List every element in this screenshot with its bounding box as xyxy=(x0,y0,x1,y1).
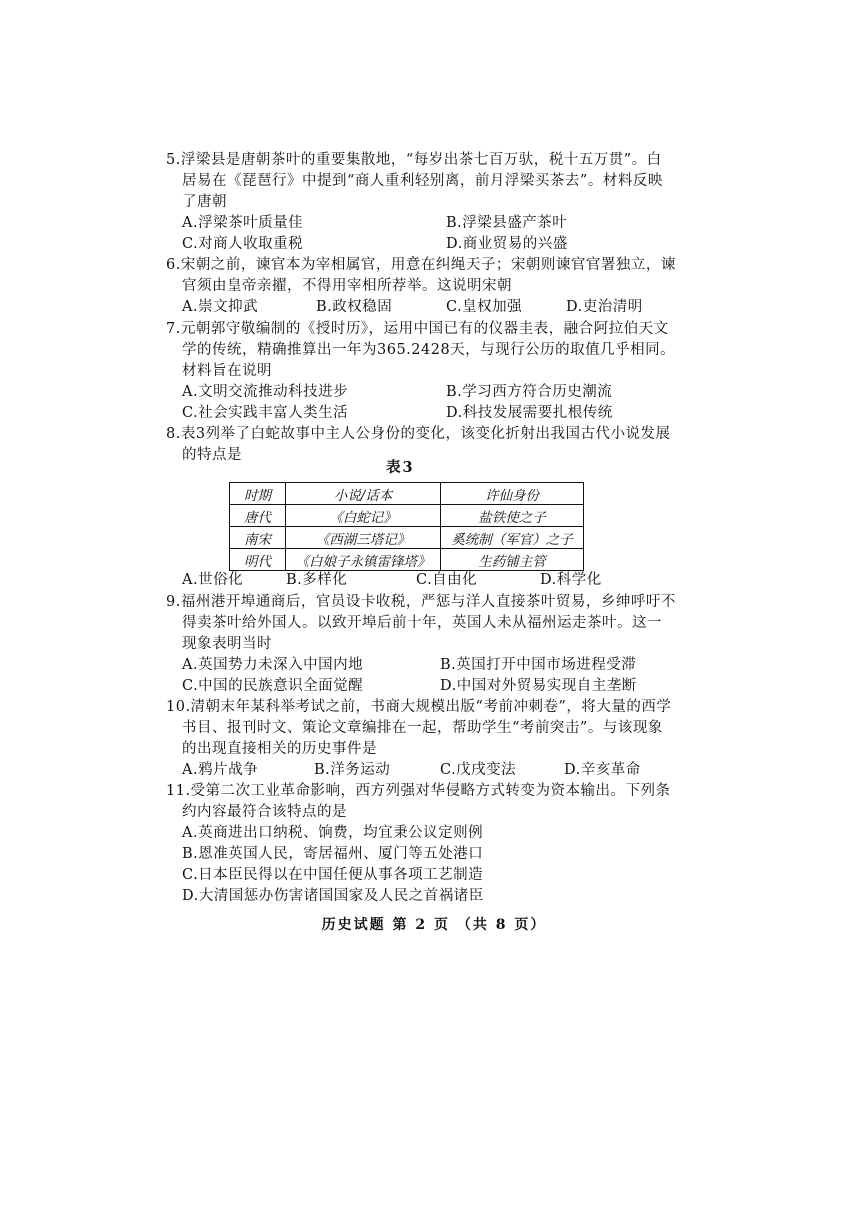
option-c: C.自由化 xyxy=(416,572,478,588)
option-row xyxy=(166,655,676,676)
question-8-options xyxy=(166,570,676,591)
option-row xyxy=(166,213,676,234)
question-6 xyxy=(166,255,676,318)
table-cell: 生药铺主管 xyxy=(441,549,584,571)
table-header-cell: 小说/话本 xyxy=(286,483,441,505)
question-10 xyxy=(166,697,676,781)
option-b: B.洋务运动 xyxy=(314,762,391,778)
option-list xyxy=(166,823,676,907)
table-row xyxy=(230,549,584,571)
question-8 xyxy=(166,424,676,466)
question-stem: 8.表3列举了白蛇故事中主人公身份的变化，该变化折射出我国古代小说发展的特点是 xyxy=(166,426,671,463)
option-b: B.多样化 xyxy=(286,572,348,588)
option-a: A.崇文抑武 xyxy=(182,299,259,315)
question-stem: 10.清朝末年某科举考试之前，书商大规模出版“考前冲刺卷”，将大量的西学书目、报刊时文、策论文章编排在一起，帮助学生“考前突击”。与该现象的出现直接相关的历史事件是 xyxy=(166,699,672,757)
option-row xyxy=(166,297,676,318)
question-stem: 6.宋朝之前，谏官本为宰相属官，用意在纠绳天子；宋朝则谏官官署独立，谏官须由皇帝亲擢，不得用宰相所荐举。这说明宋朝 xyxy=(166,257,676,294)
option-a: A.英国势力未深入中国内地 xyxy=(182,657,364,673)
question-stem: 7.元朝郭守敬编制的《授时历》，运用中国已有的仪器圭表，融合阿拉伯天文学的传统，精确推算出一年为365.2428天，与现行公历的取值几乎相同。材料旨在说明 xyxy=(166,321,676,379)
option-row xyxy=(166,570,676,591)
table-cell: 明代 xyxy=(230,549,286,571)
option-c: C.对商人收取重税 xyxy=(182,236,304,252)
table-row xyxy=(230,527,584,549)
table-cell: 《西湖三塔记》 xyxy=(286,527,441,549)
table-header-row xyxy=(230,483,584,505)
option-c: C.中国的民族意识全面觉醒 xyxy=(182,678,364,694)
data-table xyxy=(229,482,584,571)
table-row xyxy=(230,505,584,527)
option-a: A.世俗化 xyxy=(182,572,244,588)
table-cell: 《白蛇记》 xyxy=(286,505,441,527)
option-c: C.社会实践丰富人类生活 xyxy=(182,405,349,421)
question-5 xyxy=(166,150,676,255)
option-d: D.中国对外贸易实现自主垄断 xyxy=(440,678,637,694)
question-stem: 9.福州港开埠通商后，官员设卡收税，严惩与洋人直接茶叶贸易，乡绅呼吁不得卖茶叶给外国人。以致开埠后前十年，英国人未从福州运走茶叶。这一现象表明当时 xyxy=(166,594,676,652)
option-row xyxy=(166,760,676,781)
option-b: B.恩准英国人民，寄居福州、厦门等五处港口 xyxy=(182,846,484,862)
option-row xyxy=(166,234,676,255)
table-cell: 南宋 xyxy=(230,527,286,549)
option-b: B.政权稳固 xyxy=(316,299,393,315)
option-c: C.日本臣民得以在中国任便从事各项工艺制造 xyxy=(182,867,484,883)
option-d: D.科技发展需要扎根传统 xyxy=(446,405,613,421)
question-9 xyxy=(166,592,676,697)
option-d: D.辛亥革命 xyxy=(564,762,641,778)
option-a: A.浮梁茶叶质量佳 xyxy=(182,215,304,231)
question-11 xyxy=(166,781,676,907)
option-a: A.英商进出口纳税、饷费，均宜秉公议定则例 xyxy=(182,825,484,841)
page-footer: 历史试题 第 2 页 （共 8 页） xyxy=(321,917,547,933)
option-b: B.学习西方符合历史潮流 xyxy=(446,384,613,400)
option-b: B.英国打开中国市场进程受滞 xyxy=(440,657,637,673)
table-header-cell: 时期 xyxy=(230,483,286,505)
table-header-cell: 许仙身份 xyxy=(441,483,584,505)
option-b: B.浮梁县盛产茶叶 xyxy=(446,215,568,231)
option-c: C.皇权加强 xyxy=(446,299,523,315)
table-cell: 唐代 xyxy=(230,505,286,527)
option-row xyxy=(166,382,676,403)
option-d: D.科学化 xyxy=(540,572,602,588)
table-caption: 表3 xyxy=(386,459,415,476)
option-d: D.商业贸易的兴盛 xyxy=(446,236,568,252)
table-cell: 《白娘子永镇雷锋塔》 xyxy=(286,549,441,571)
option-row xyxy=(166,676,676,697)
option-c: C.戊戌变法 xyxy=(440,762,517,778)
option-a: A.鸦片战争 xyxy=(182,762,259,778)
option-d: D.吏治清明 xyxy=(566,299,643,315)
option-d: D.大清国惩办伤害诸国国家及人民之首祸诸臣 xyxy=(182,888,484,904)
table-cell: 盐铁使之子 xyxy=(441,505,584,527)
question-7 xyxy=(166,319,676,424)
option-a: A.文明交流推动科技进步 xyxy=(182,384,349,400)
question-stem: 11.受第二次工业革命影响，西方列强对华侵略方式转变为资本输出。下列条约内容最符合该特点的是 xyxy=(166,783,671,820)
table-cell: 奚统制（军官）之子 xyxy=(441,527,584,549)
option-row xyxy=(166,403,676,424)
question-stem: 5.浮梁县是唐朝茶叶的重要集散地，“每岁出茶七百万驮，税十五万贯”。白居易在《琵琶行》中提到“商人重利轻别离，前月浮梁买茶去”。材料反映了唐朝 xyxy=(166,152,663,210)
